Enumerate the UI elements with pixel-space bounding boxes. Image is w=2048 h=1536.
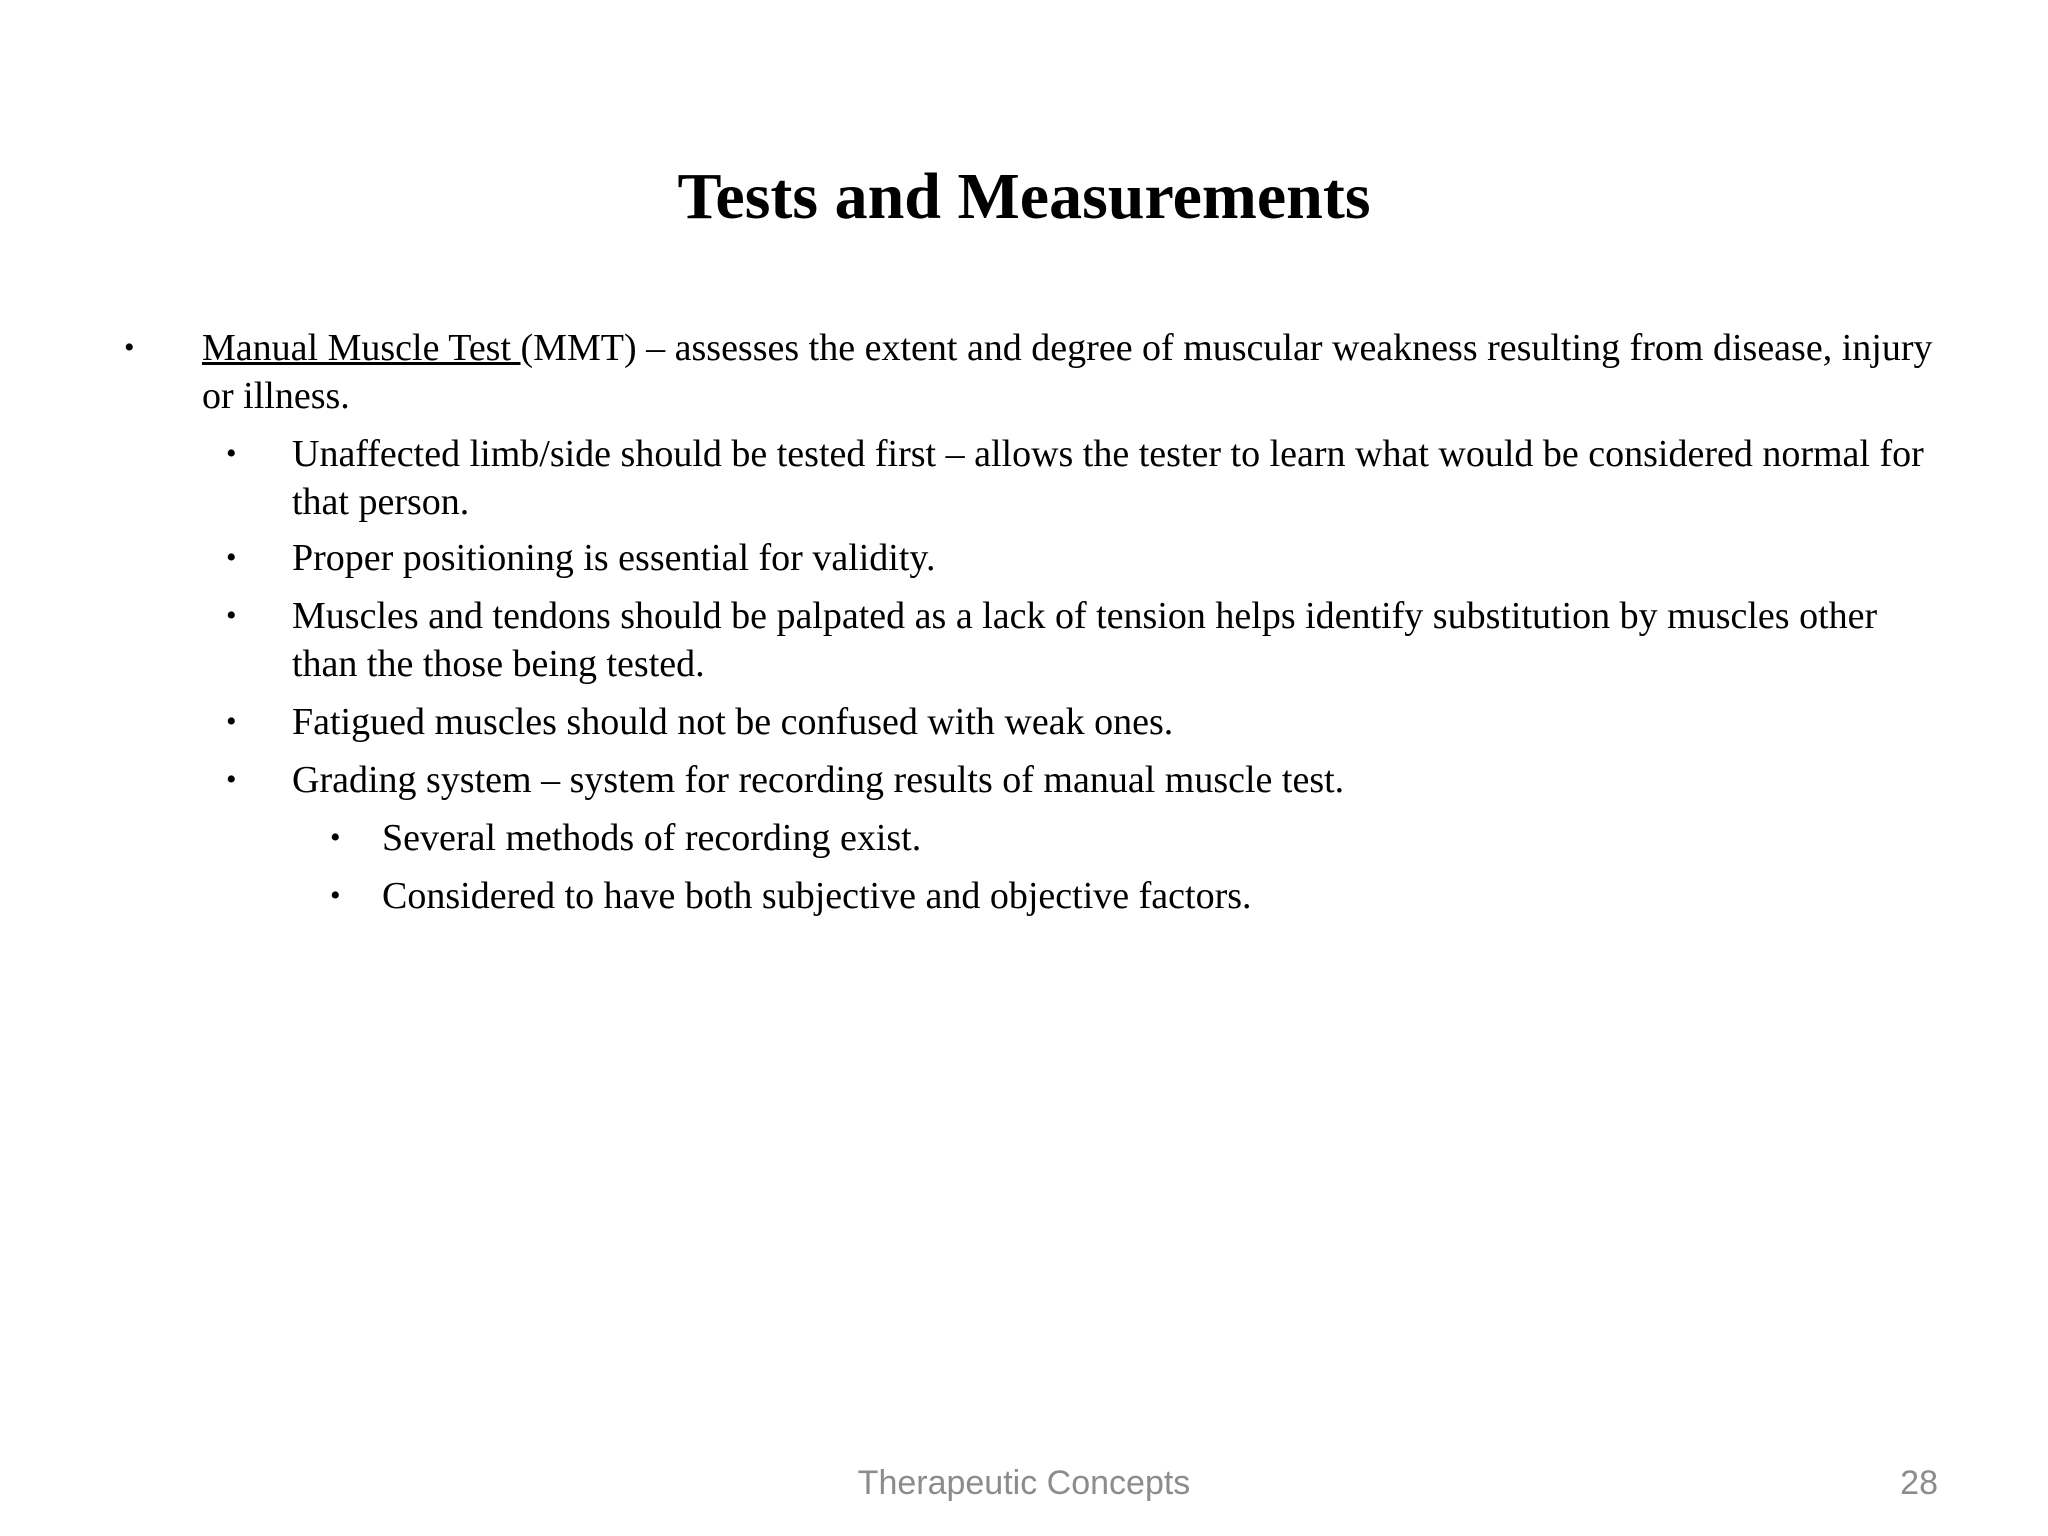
- slide-title: Tests and Measurements: [677, 160, 1371, 233]
- list-item-proper-positioning: Proper positioning is essential for validity.: [292, 537, 936, 579]
- list-item-grading-system: Grading system – system for recording results of manual muscle test.: [292, 759, 1345, 801]
- list-item-subjective-objective: Considered to have both subjective and objective factors.: [382, 875, 1252, 917]
- bullet-icon: •: [226, 541, 237, 574]
- list-item-mmt: [202, 324, 1962, 420]
- footer-text: Therapeutic Concepts: [857, 1464, 1191, 1502]
- bullet-icon: •: [226, 705, 237, 738]
- bullet-icon: •: [124, 331, 135, 364]
- bullet-icon: •: [226, 437, 237, 470]
- list-item-several-methods: Several methods of recording exist.: [382, 817, 922, 859]
- term-manual-muscle-test: Manual Muscle Test: [202, 327, 521, 369]
- list-item-unaffected-limb: Unaffected limb/side should be tested first – allows the tester to learn what would be considered normal for that person.: [292, 433, 1924, 523]
- bullet-icon: •: [330, 879, 341, 912]
- list-item-palpation: Muscles and tendons should be palpated as a lack of tension helps identify substitution by muscles other than the those being tested.: [292, 595, 1878, 685]
- list-item-fatigued-muscles: Fatigued muscles should not be confused with weak ones.: [292, 701, 1174, 743]
- bullet-icon: •: [226, 599, 237, 632]
- list-item-text: (MMT) – assesses the extent and degree of muscular weakness resulting from disease, injury or illness.: [202, 327, 1933, 417]
- page-number: 28: [1900, 1464, 1938, 1502]
- bullet-icon: •: [226, 763, 237, 796]
- bullet-icon: •: [330, 821, 341, 854]
